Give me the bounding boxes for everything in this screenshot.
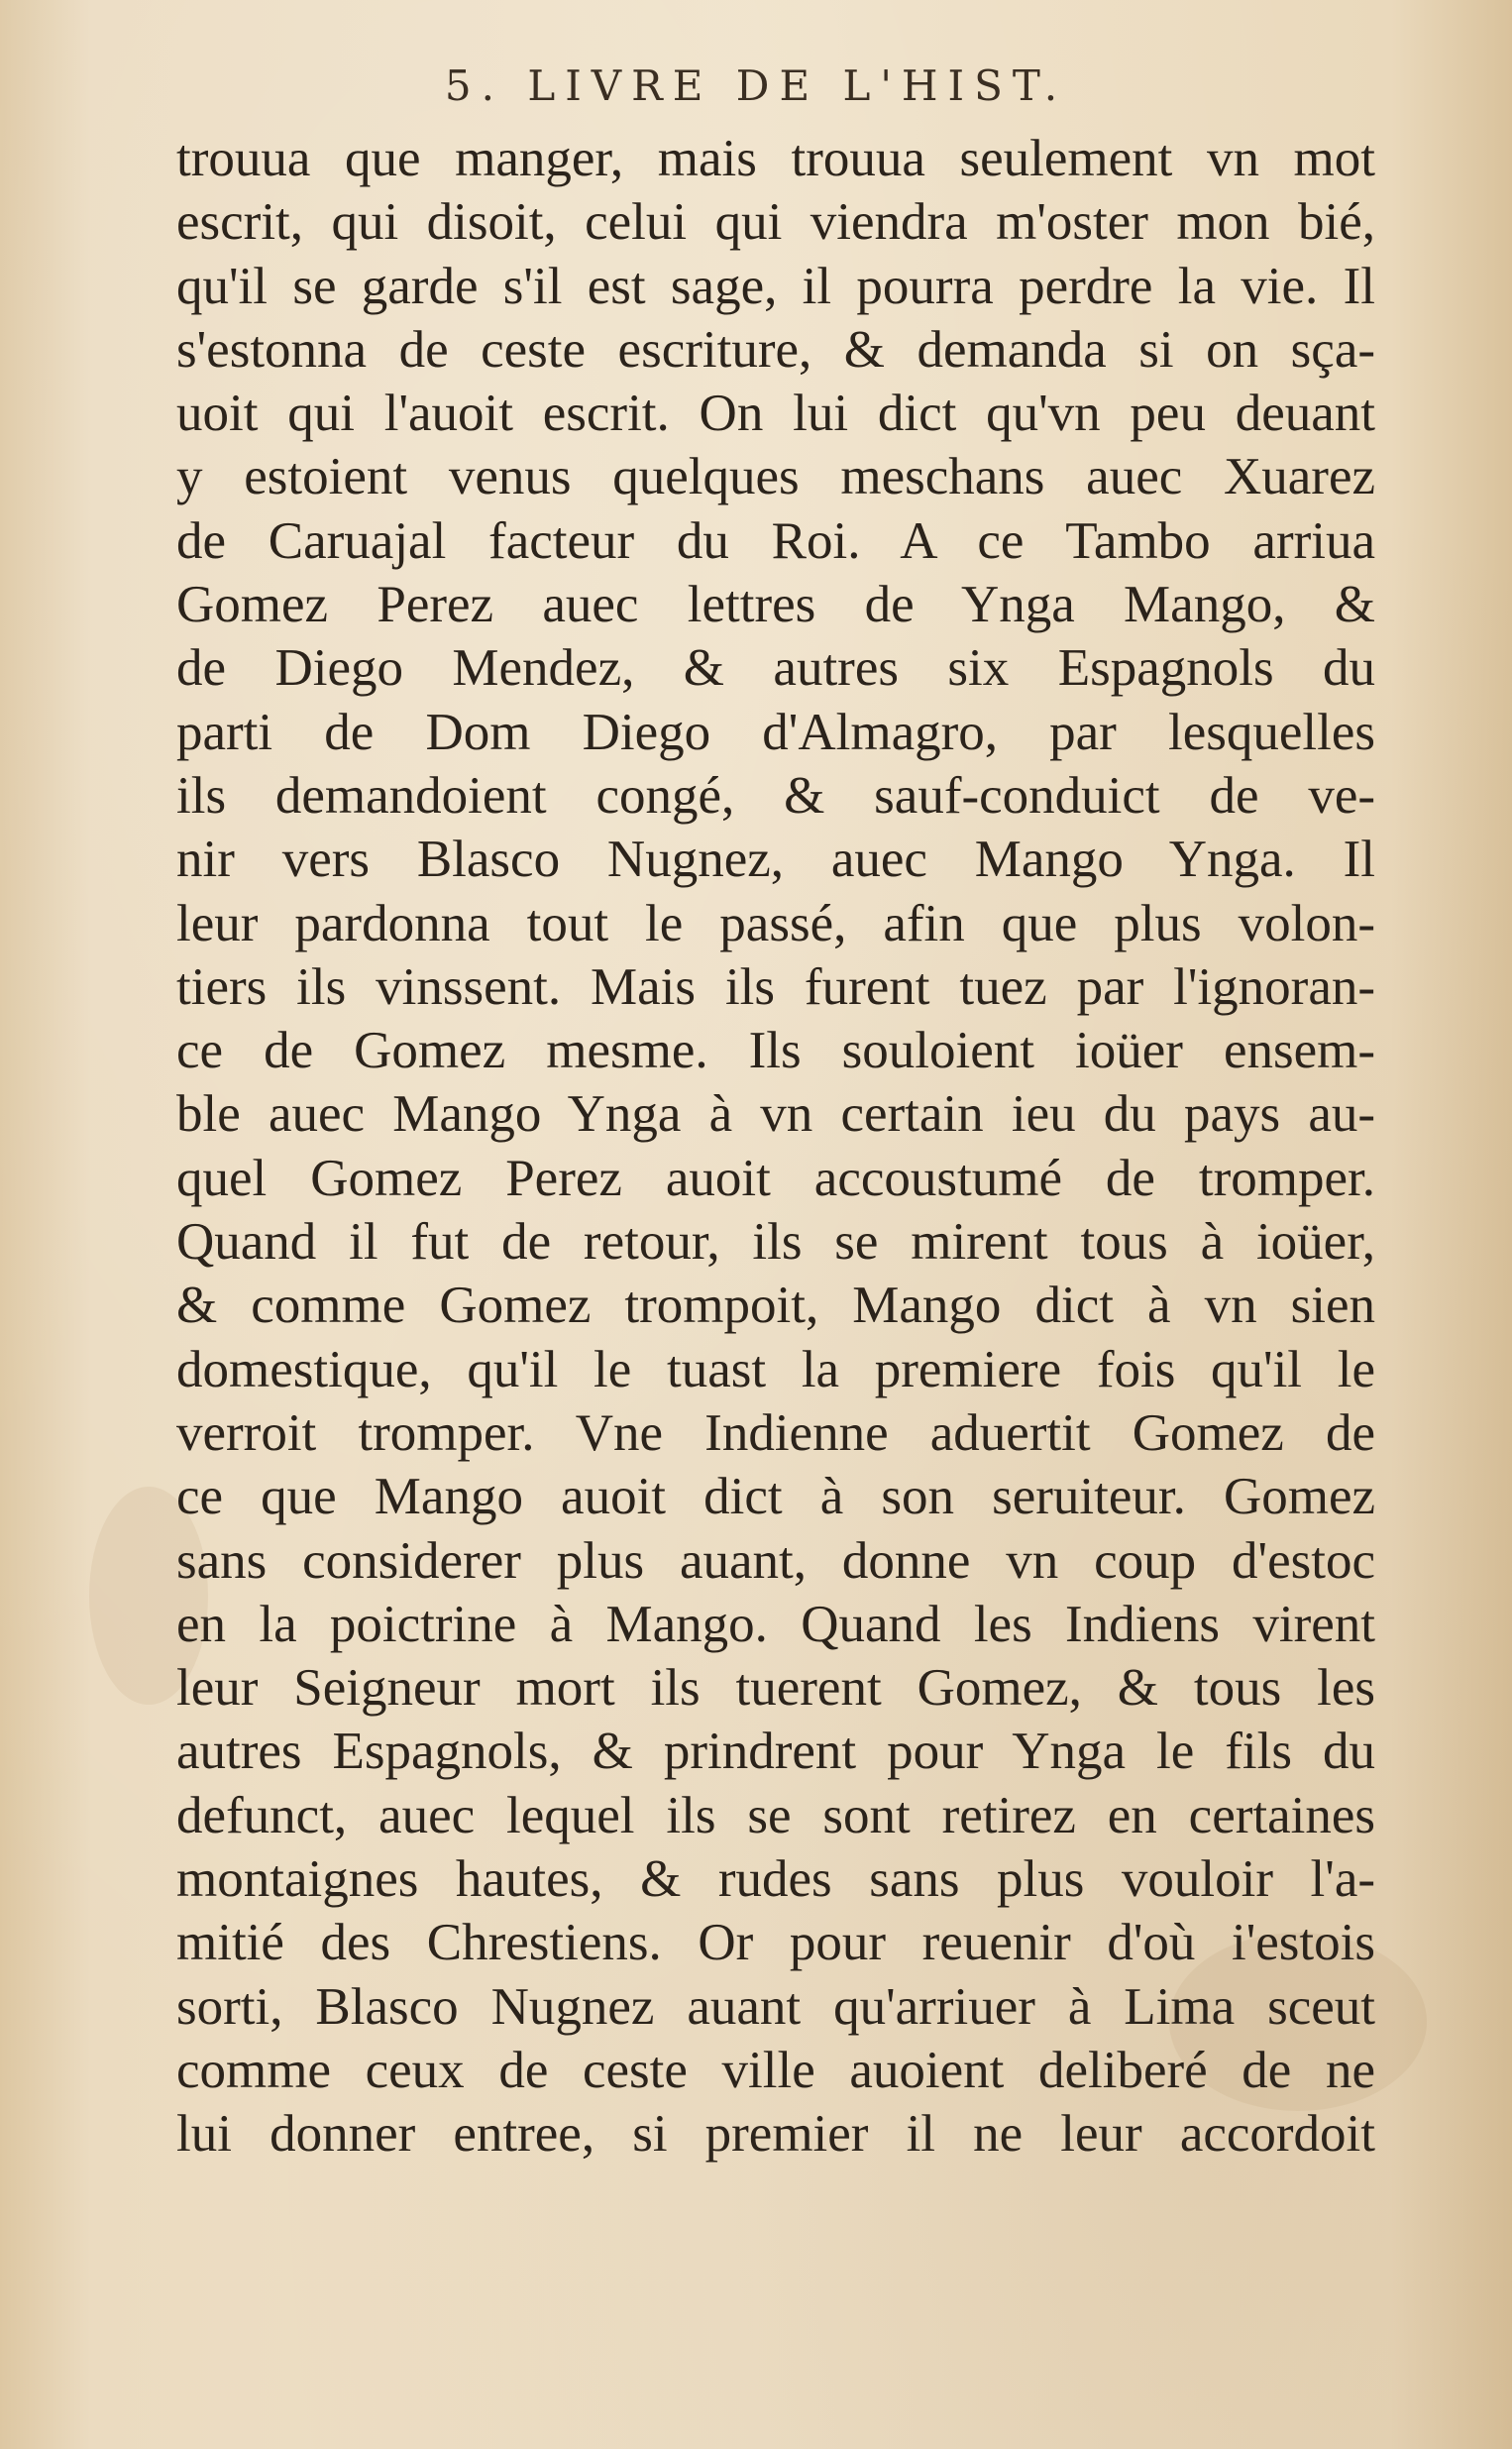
text-line: sorti, Blasco Nugnez auant qu'arriuer à Lima sceut xyxy=(176,1977,1375,2036)
text-line: domestique, qu'il le tuast la premiere fois qu'il le xyxy=(176,1340,1375,1398)
text-line: de Caruajal facteur du Roi. A ce Tambo arriua xyxy=(176,511,1375,570)
text-line: ce que Mango auoit dict à son seruiteur. Gomez xyxy=(176,1468,1375,1526)
text-line: nir vers Blasco Nugnez, auec Mango Ynga. Il xyxy=(176,831,1375,889)
text-line: ce de Gomez mesme. Ils souloient ioüer ensem- xyxy=(176,1022,1375,1080)
text-line: s'estonna de ceste escriture, & demanda si on sça- xyxy=(176,320,1375,379)
text-line: trouua que manger, mais trouua seulement vn mot xyxy=(176,130,1375,187)
text-line: & comme Gomez trompoit, Mango dict à vn sien xyxy=(176,1277,1375,1335)
text-line: autres Espagnols, & prindrent pour Ynga le fils du xyxy=(176,1723,1375,1781)
text-line: lui donner entree, si premier il ne leur accordoit xyxy=(176,2105,1375,2164)
text-line: Quand il fut de retour, ils se mirent tous à ioüer, xyxy=(176,1213,1375,1272)
text-line: uoit qui l'auoit escrit. On lui dict qu'vn peu deuant xyxy=(176,385,1375,443)
text-line: de Diego Mendez, & autres six Espagnols du xyxy=(176,639,1375,698)
text-line: y estoient venus quelques meschans auec Xuarez xyxy=(176,448,1375,506)
running-header: 5. LIVRE DE L'HIST. xyxy=(444,61,1068,110)
text-line: qu'il se garde s'il est sage, il pourra perdre la vie. Il xyxy=(176,257,1375,315)
body-text xyxy=(176,127,1375,2167)
text-line: ils demandoient congé, & sauf-conduict de ve- xyxy=(176,766,1375,825)
text-line: verroit tromper. Vne Indienne aduertit Gomez de xyxy=(176,1403,1375,1462)
text-line: escrit, qui disoit, celui qui viendra m'oster mon bié, xyxy=(176,193,1375,252)
text-line: leur pardonna tout le passé, afin que plus volon- xyxy=(176,894,1375,952)
text-line: defunct, auec lequel ils se sont retirez en certaines xyxy=(176,1786,1375,1844)
text-line: leur Seigneur mort ils tuerent Gomez, & tous les xyxy=(176,1659,1375,1718)
text-line: Gomez Perez auec lettres de Ynga Mango, & xyxy=(176,576,1375,634)
text-line: en la poictrine à Mango. Quand les Indiens virent xyxy=(176,1595,1375,1653)
text-line: comme ceux de ceste ville auoient deliberé de ne xyxy=(176,2041,1375,2099)
text-line: parti de Dom Diego d'Almagro, par lesquelles xyxy=(176,703,1375,761)
text-line: quel Gomez Perez auoit accoustumé de tromper. xyxy=(176,1149,1375,1207)
text-line: tiers ils vinssent. Mais ils furent tuez par l'ignoran- xyxy=(176,957,1375,1016)
text-line: montaignes hautes, & rudes sans plus vouloir l'a- xyxy=(176,1850,1375,1909)
text-line: mitié des Chrestiens. Or pour reuenir d'où i'estois xyxy=(176,1914,1375,1972)
text-line: sans considerer plus auant, donne vn coup d'estoc xyxy=(176,1531,1375,1590)
text-line: ble auec Mango Ynga à vn certain ieu du pays au- xyxy=(176,1085,1375,1144)
